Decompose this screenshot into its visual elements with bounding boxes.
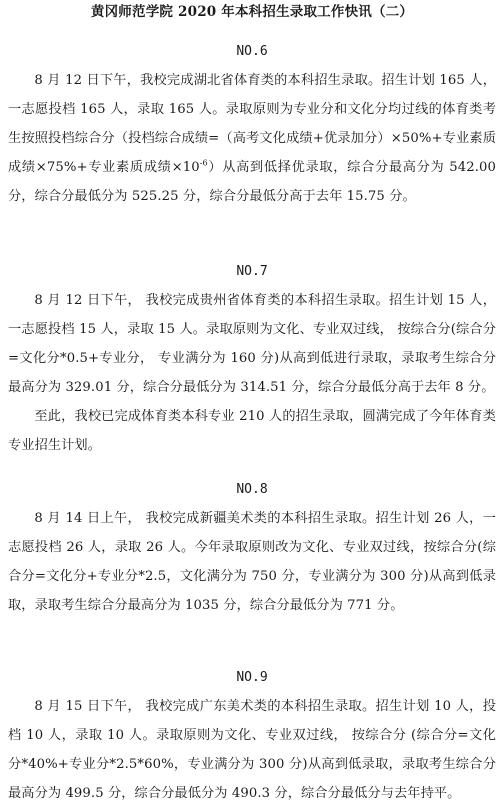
document-title: 黄冈师范学院 2020 年本科招生录取工作快讯（二）: [90, 4, 414, 20]
section-9-paragraph: 8 月 15 日下午， 我校完成广东美术类的本科招生录取。招生计划 10 人，投档 10 人，录取 10 人。录取原则为文化、专业双过线， 按综合分 (综合分=文化分*40%+专业分*2.5*60%，专业满分为 300 分)从高到低录取，录取考生综合分最高分为 499.5 分，综合分最低分为 490.3 分，综合分最低分与去年持平。: [8, 699, 496, 801]
section-6-text-part1: 8 月 12 日下午，我校完成湖北省体育类的本科招生录取。招生计划 165 人，一志愿投档 165 人，录取 165 人。录取原则为专业分和文化分均过线的体育类考生按照投档综合分（投档综合成绩=（高考文化成绩+优录加分）×50%+专业素质成绩×75%+专业素质成绩×10: [8, 73, 496, 175]
section-6-text-part2: ）从高到低择优录取，综合分最高分为 542.00 分，综合分最低分为 525.25 分，综合分最低分高于去年 15.75 分。: [8, 160, 497, 204]
section-7-paragraph-1: 8 月 12 日下午， 我校完成贵州省体育类的本科招生录取。招生计划 15 人，一志愿投档 15 人，录取 15 人。录取原则为文化、专业双过线， 按综合分(综合分=文化分*0.5+专业分， 专业满分为 160 分)从高到低进行录取，录取考生综合分最高分为 329.01 分，综合分最低分为 314.51 分，综合分最低分高于去年 8 分。: [8, 293, 496, 395]
section-7-paragraph-2: 至此，我校已完成体育类本科专业 210 人的招生录取，圆满完成了今年体育类专业招生计划。: [8, 409, 496, 453]
section-number-9: NO.9: [236, 670, 268, 685]
section-number-8: NO.8: [236, 482, 268, 497]
document: [8, 0, 496, 808]
section-number-6: NO.6: [236, 44, 268, 59]
section-6-paragraph: [8, 66, 496, 211]
section-number-7: NO.7: [236, 264, 268, 279]
section-8-paragraph: 8 月 14 日上午， 我校完成新疆美术类的本科招生录取。招生计划 26 人，一志愿投档 26 人，录取 26 人。今年录取原则改为文化、专业双过线，按综合分(综合分=文化分+专业分*2.5，文化满分为 750 分，专业满分为 300 分)从高到低录取，录取考生综合分最高分为 1035 分，综合分最低分为 771 分。: [8, 511, 496, 613]
section-6-superscript: -6: [199, 158, 208, 168]
